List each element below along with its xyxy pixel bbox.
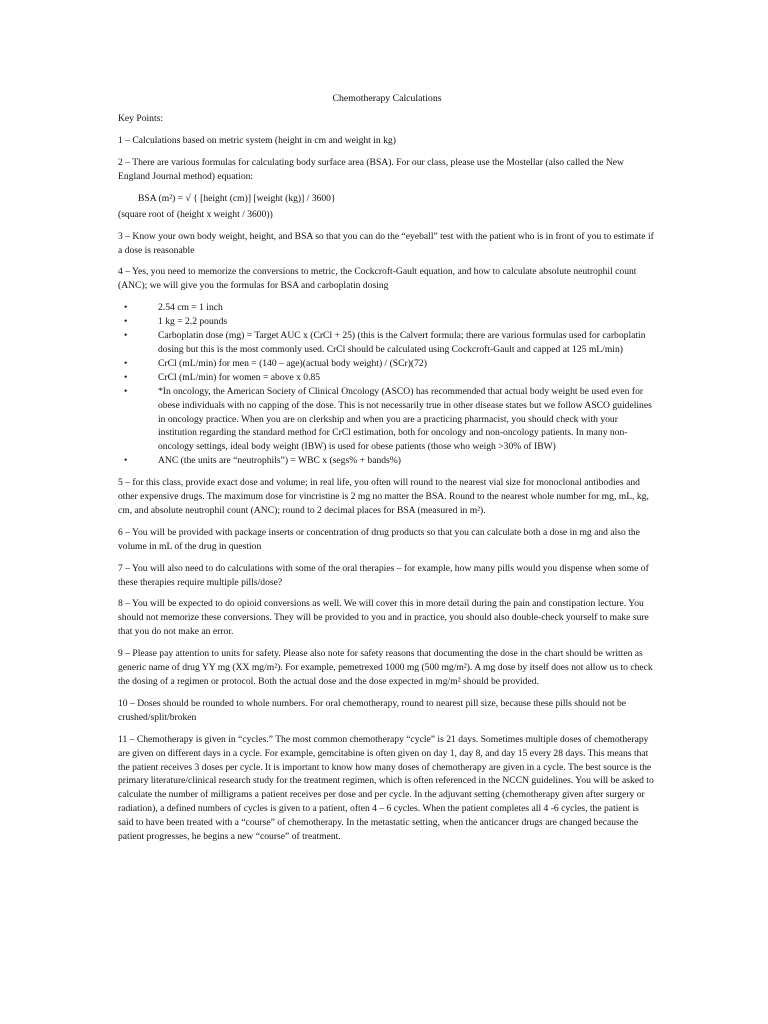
list-item: • Carboplatin dose (mg) = Target AUC x (CrCl + 25) (this is the Calvert formula; there are various formulas used for carboplatin dosing but this is the most commonly used. CrCl should be calculated using Cockcroft-Gault and capped at 125 mL/min) [118,329,656,357]
bsa-formula-note: (square root of (height x weight / 3600)) [118,208,273,220]
bsa-formula: BSA (m²) = √ { [height (cm)] [weight (kg)] / 3600} [138,192,336,204]
list-item: • CrCl (mL/min) for women = above x 0.85 [118,371,656,385]
key-points-heading: Key Points: [118,113,164,125]
list-item: • 2.54 cm = 1 inch [118,301,656,315]
document-body [118,92,656,852]
list-item: • CrCl (mL/min) for men = (140 – age)(actual body weight) / (SCr)(72) [118,357,656,371]
point-3: 3 – Know your own body weight, height, and BSA so that you can do the “eyeball” test with the patient who is in front of you to estimate if a dose is reasonable [118,230,654,256]
point-11: 11 – Chemotherapy is given in “cycles.” The most common chemotherapy “cycle” is 21 days. Sometimes multiple doses of chemotherapy are given on different days in a cycle. For example, gemcitabine is often given on day 1, day 8, and day 15 every 28 days. This means that the patient receives 3 doses per cycle. It is important to know how many doses of chemotherapy are given in a cycle. The best source is the primary literature/clinical research study for the treatment regimen, which is often referenced in the NCCN guidelines. You will be asked to calculate the number of milligrams a patient receives per dose and per cycle. In the adjuvant setting (chemotherapy given after surgery or radiation), a defined numbers of cycles is given to a patient, often 4 – 6 cycles. When the patient completes all 4 -6 cycles, the patient is said to have been treated with a “course” of chemotherapy. In the metastatic setting, when the anticancer drugs are changed because the patient progresses, he begins a new “course” of treatment. [118,733,654,843]
point-7: 7 – You will also need to do calculations with some of the oral therapies – for example, how many pills would you dispense when some of these therapies require multiple pills/dose? [118,562,649,588]
list-item: • ANC (the units are “neutrophils”) = WBC x (segs% + bands%) [118,454,656,468]
point-8: 8 – You will be expected to do opioid conversions as well. We will cover this in more detail during the pain and constipation lecture. You should not memorize these conversions. They will be provided to you and in practice, you should also double-check yourself to make sure that you do not make an error. [118,598,649,638]
formula-list [118,301,656,468]
list-item: • *In oncology, the American Society of Clinical Oncology (ASCO) has recommended that actual body weight be used even for obese individuals with no capping of the dose. This is not necessarily true in other disease states but we follow ASCO guidelines in oncology practice. When you are on clerkship and when you are a practicing pharmacist, you should check with your institution regarding the standard method for CrCl estimation, both for oncology and non-oncology patients. In many non-oncology settings, ideal body weight (IBW) is used for obese patients (those who weigh >30% of IBW) [118,385,656,455]
point-6: 6 – You will be provided with package inserts or concentration of drug products so that you can calculate both a dose in mg and also the volume in mL of the drug in question [118,526,640,552]
point-9: 9 – Please pay attention to units for safety. Please also note for safety reasons that documenting the dose in the chart should be written as generic name of drug YY mg (XX mg/m²). For example, pemetrexed 1000 mg (500 mg/m²). A mg dose by itself does not allow us to check the dosing of a regimen or protocol. Both the actual dose and the dose expected in mg/m² should be provided. [118,648,653,688]
point-4: 4 – Yes, you need to memorize the conversions to metric, the Cockcroft-Gault equation, and how to calculate absolute neutrophil count (ANC); we will give you the formulas for BSA and carboplatin dosing [118,266,637,292]
point-10: 10 – Doses should be rounded to whole numbers. For oral chemotherapy, round to nearest pill size, because these pills should not be crushed/split/broken [118,697,627,723]
point-2: 2 – There are various formulas for calculating body surface area (BSA). For our class, please use the Mostellar (also called the New England Journal method) equation: [118,157,624,182]
list-item: • 1 kg = 2.2 pounds [118,315,656,329]
document-title: Chemotherapy Calculations [332,93,442,104]
point-1: 1 – Calculations based on metric system (height in cm and weight in kg) [118,135,396,147]
point-5: 5 – for this class, provide exact dose and volume; in real life, you often will round to the nearest vial size for monoclonal antibodies and other expensive drugs. The maximum dose for vincristine is 2 mg no matter the BSA. Round to the nearest whole number for mg, mL, kg, cm, and absolute neutrophil count (ANC); round to 2 decimal places for BSA (measured in m²). [118,477,649,516]
